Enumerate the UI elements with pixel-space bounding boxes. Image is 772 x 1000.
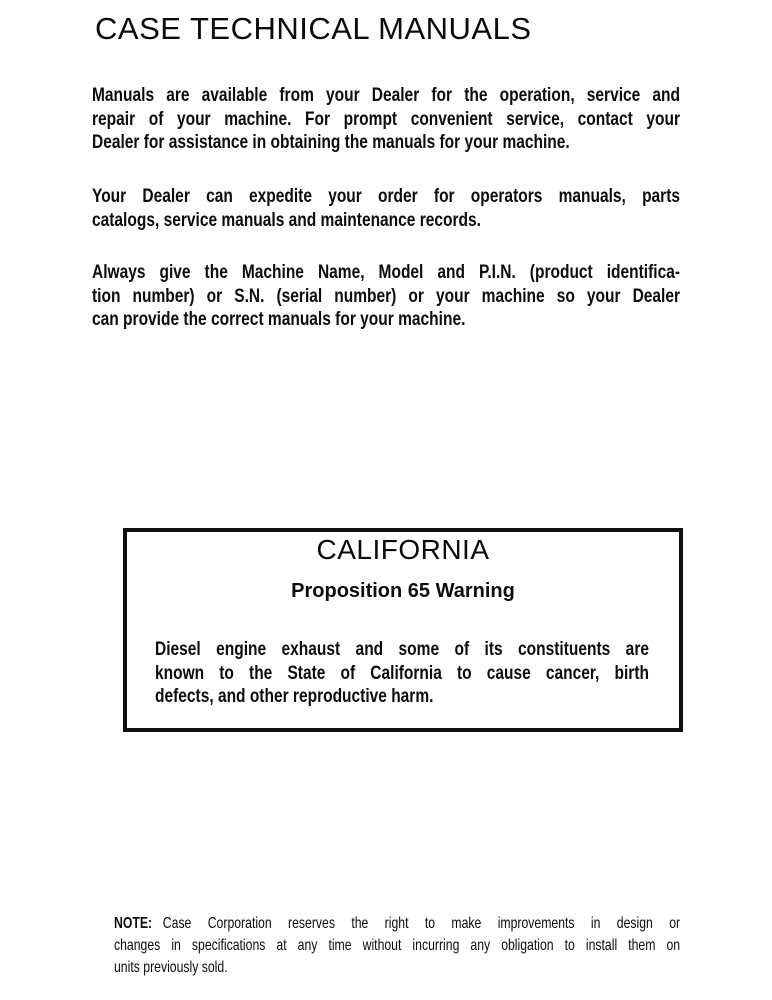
paragraph-line: repair of your machine. For prompt convenient service, contact your: [92, 108, 681, 130]
paragraph-line: catalogs, service manuals and maintenance records.: [92, 209, 481, 231]
paragraph-line: Always give the Machine Name, Model and P.I.N. (product identifica-: [92, 262, 681, 283]
paragraph-line: tion number) or S.N. (serial number) or your machine so your Dealer: [92, 285, 681, 307]
note-line: [114, 913, 680, 935]
footer-note: [114, 913, 680, 978]
paragraph-line: Your Dealer can expedite your order for operators manuals, parts: [92, 186, 681, 207]
warning-box-subheading: Proposition 65 Warning: [291, 580, 515, 602]
warning-line: Diesel engine exhaust and some of its constituents are: [155, 639, 649, 660]
warning-line: known to the State of California to cause cancer, birth: [155, 662, 649, 684]
note-text: Case Corporation reserves the right to make improvements in design or: [162, 915, 681, 932]
paragraph-line: can provide the correct manuals for your machine.: [92, 309, 466, 330]
note-line: units previously sold.: [114, 958, 228, 976]
warning-line: defects, and other reproductive harm.: [155, 686, 434, 707]
california-warning-box: [123, 528, 683, 732]
paragraph-machine-identification: [92, 261, 680, 332]
warning-box-heading: CALIFORNIA: [316, 534, 490, 565]
note-label: NOTE:: [114, 915, 153, 932]
paragraph-dealer-expedite: [92, 185, 680, 232]
page-title: CASE TECHNICAL MANUALS: [95, 11, 532, 46]
warning-box-body: [155, 638, 649, 709]
note-line: changes in specifications at any time without incurring any obligation to install them on: [114, 936, 681, 954]
paragraph-line: Manuals are available from your Dealer for the operation, service and: [92, 85, 681, 106]
paragraph-manuals-availability: [92, 84, 680, 155]
paragraph-line: Dealer for assistance in obtaining the manuals for your machine.: [92, 132, 570, 153]
